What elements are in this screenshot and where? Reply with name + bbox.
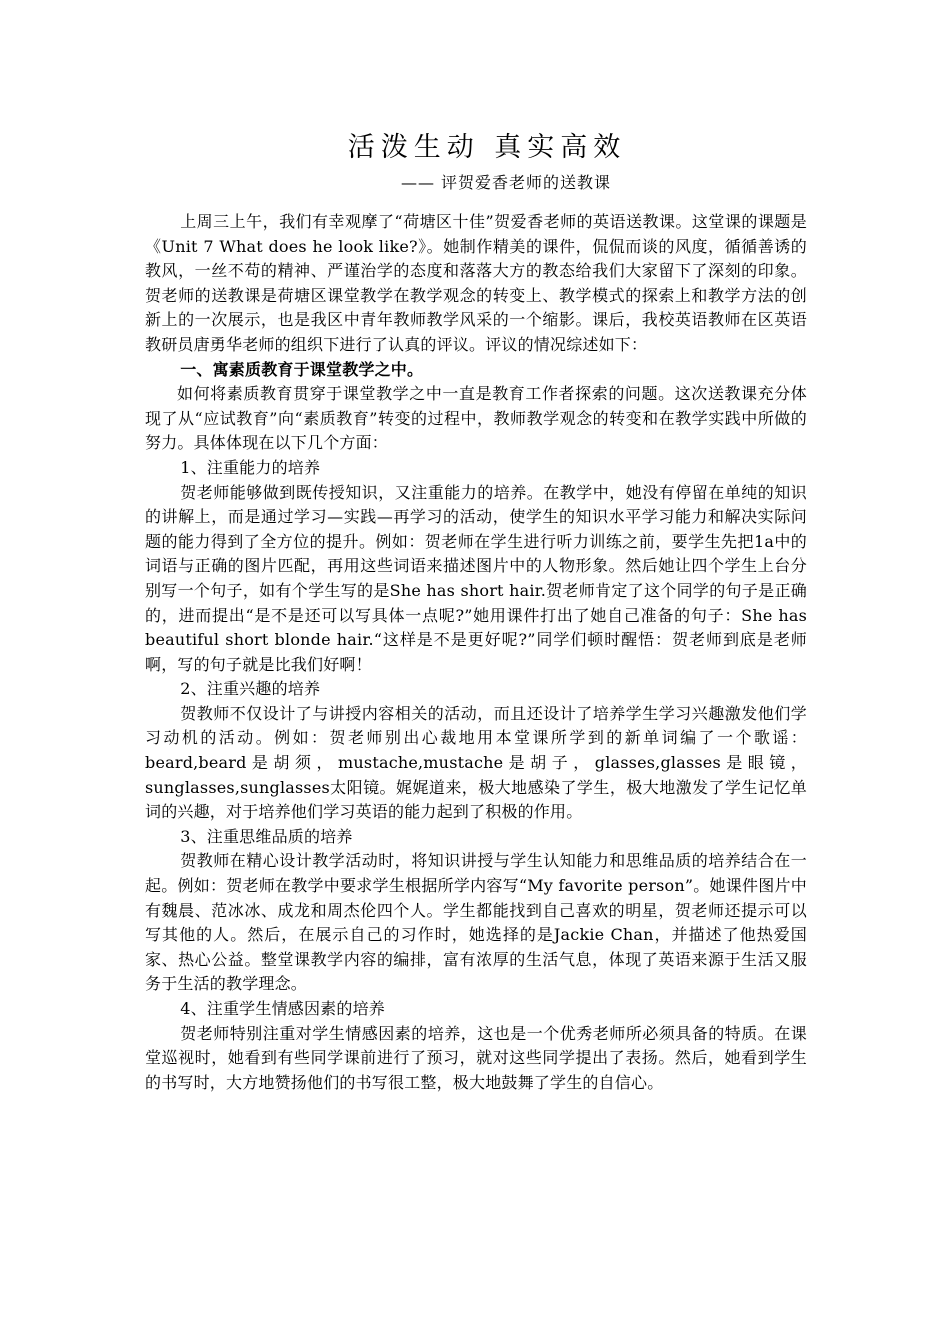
subheading-emotion: 4、注重学生情感因素的培养 <box>180 999 385 1018</box>
subheading-thinking: 3、注重思维品质的培养 <box>180 826 353 846</box>
document-subtitle: —— 评贺爱香老师的送教课 <box>400 173 612 192</box>
paragraph-emotion: 贺老师特别注重对学生情感因素的培养，这也是一个优秀老师所必须具备的特质。在课堂巡视时，她看到有些同学课前进行了预习，就对这些同学提出了表扬。然后，她看到学生的书写时，大方地赞扬他们的书写很工整，极大地鼓舞了学生的自信心。 <box>145 1023 807 1092</box>
paragraph-ability: 贺老师能够做到既传授知识，又注重能力的培养。在教学中，她没有停留在单纯的知识的讲解上，而是通过学习—实践—再学习的活动，使学生的知识水平学习能力和解决实际问题的能力得到了全方位的提升。例如：贺老师在学生进行听力训练之前，要学生先把1a中的词语与正确的图片匹配，再用这些词语来描述图片中的人物形象。然后她让四个学生上台分别写一个句子，如有个学生写的是She has short hair.贺老师肯定了这个同学的句子是正确的，进而提出“是不是还可以写具体一点呢?”她用课件打出了她自己准备的句子：She has beautiful short blonde hair.“这样是不是更好呢?”同学们顿时醒悟：贺老师到底是老师啊，写的句子就是比我们好啊！ <box>145 482 807 674</box>
document-title: 活泼生动 真实高效 <box>347 132 627 163</box>
paragraph-interest: 贺教师不仅设计了与讲授内容相关的活动，而且还设计了培养学生学习兴趣激发他们学习动机的活动。例如：贺老师别出心裁地用本堂课所学到的新单词编了一个歌谣：beard,beard是胡须，mustache,mustache是胡子，glasses,glasses是眼镜，sunglasses,sunglasses太阳镜。娓娓道来，极大地感染了学生，极大地激发了学生记忆单词的兴趣，对于培养他们学习英语的能力起到了积极的作用。 <box>145 703 807 822</box>
section-intro-paragraph: 如何将素质教育贯穿于课堂教学之中一直是教育工作者探索的问题。这次送教课充分体现了从“应试教育”向“素质教育”转变的过程中，教师教学观念的转变和在教学实践中所做的努力。具体体现在以下几个方面： <box>145 384 807 453</box>
paragraph-thinking: 贺教师在精心设计教学活动时，将知识讲授与学生认知能力和思维品质的培养结合在一起。例如：贺老师在教学中要求学生根据所学内容写“My favorite person”。她课件图片中有魏晨、范冰冰、成龙和周杰伦四个人。学生都能找到自己喜欢的明星，贺老师还提示可以写其他的人。然后，在展示自己的习作时，她选择的是Jackie Chan，并描述了他热爱国家、热心公益。整堂课教学内容的编排，富有浓厚的生活气息，体现了英语来源于生活又服务于生活的教学理念。 <box>145 851 807 994</box>
subheading-ability: 1、注重能力的培养 <box>180 457 321 477</box>
subheading-interest: 2、注重兴趣的培养 <box>180 679 321 699</box>
intro-paragraph: 上周三上午，我们有幸观摩了“荷塘区十佳”贺爱香老师的英语送教课。这堂课的课题是《Unit 7 What does he look like?》。她制作精美的课件，侃侃而谈的风度，循循善诱的教风，一丝不苟的精神、严谨治学的态度和落落大方的教态给我们大家留下了深刻的印象。贺老师的送教课是荷塘区课堂教学在教学观念的转变上、教学模式的探索上和教学方法的创新上的一次展示，也是我区中青年教师教学风采的一个缩影。课后，我校英语教师在区英语教研员唐勇华老师的组织下进行了认真的评议。评议的情况综述如下： <box>145 212 807 354</box>
document-page <box>145 128 807 1095</box>
section-heading-1: 一、寓素质教育于课堂教学之中。 <box>180 359 424 379</box>
